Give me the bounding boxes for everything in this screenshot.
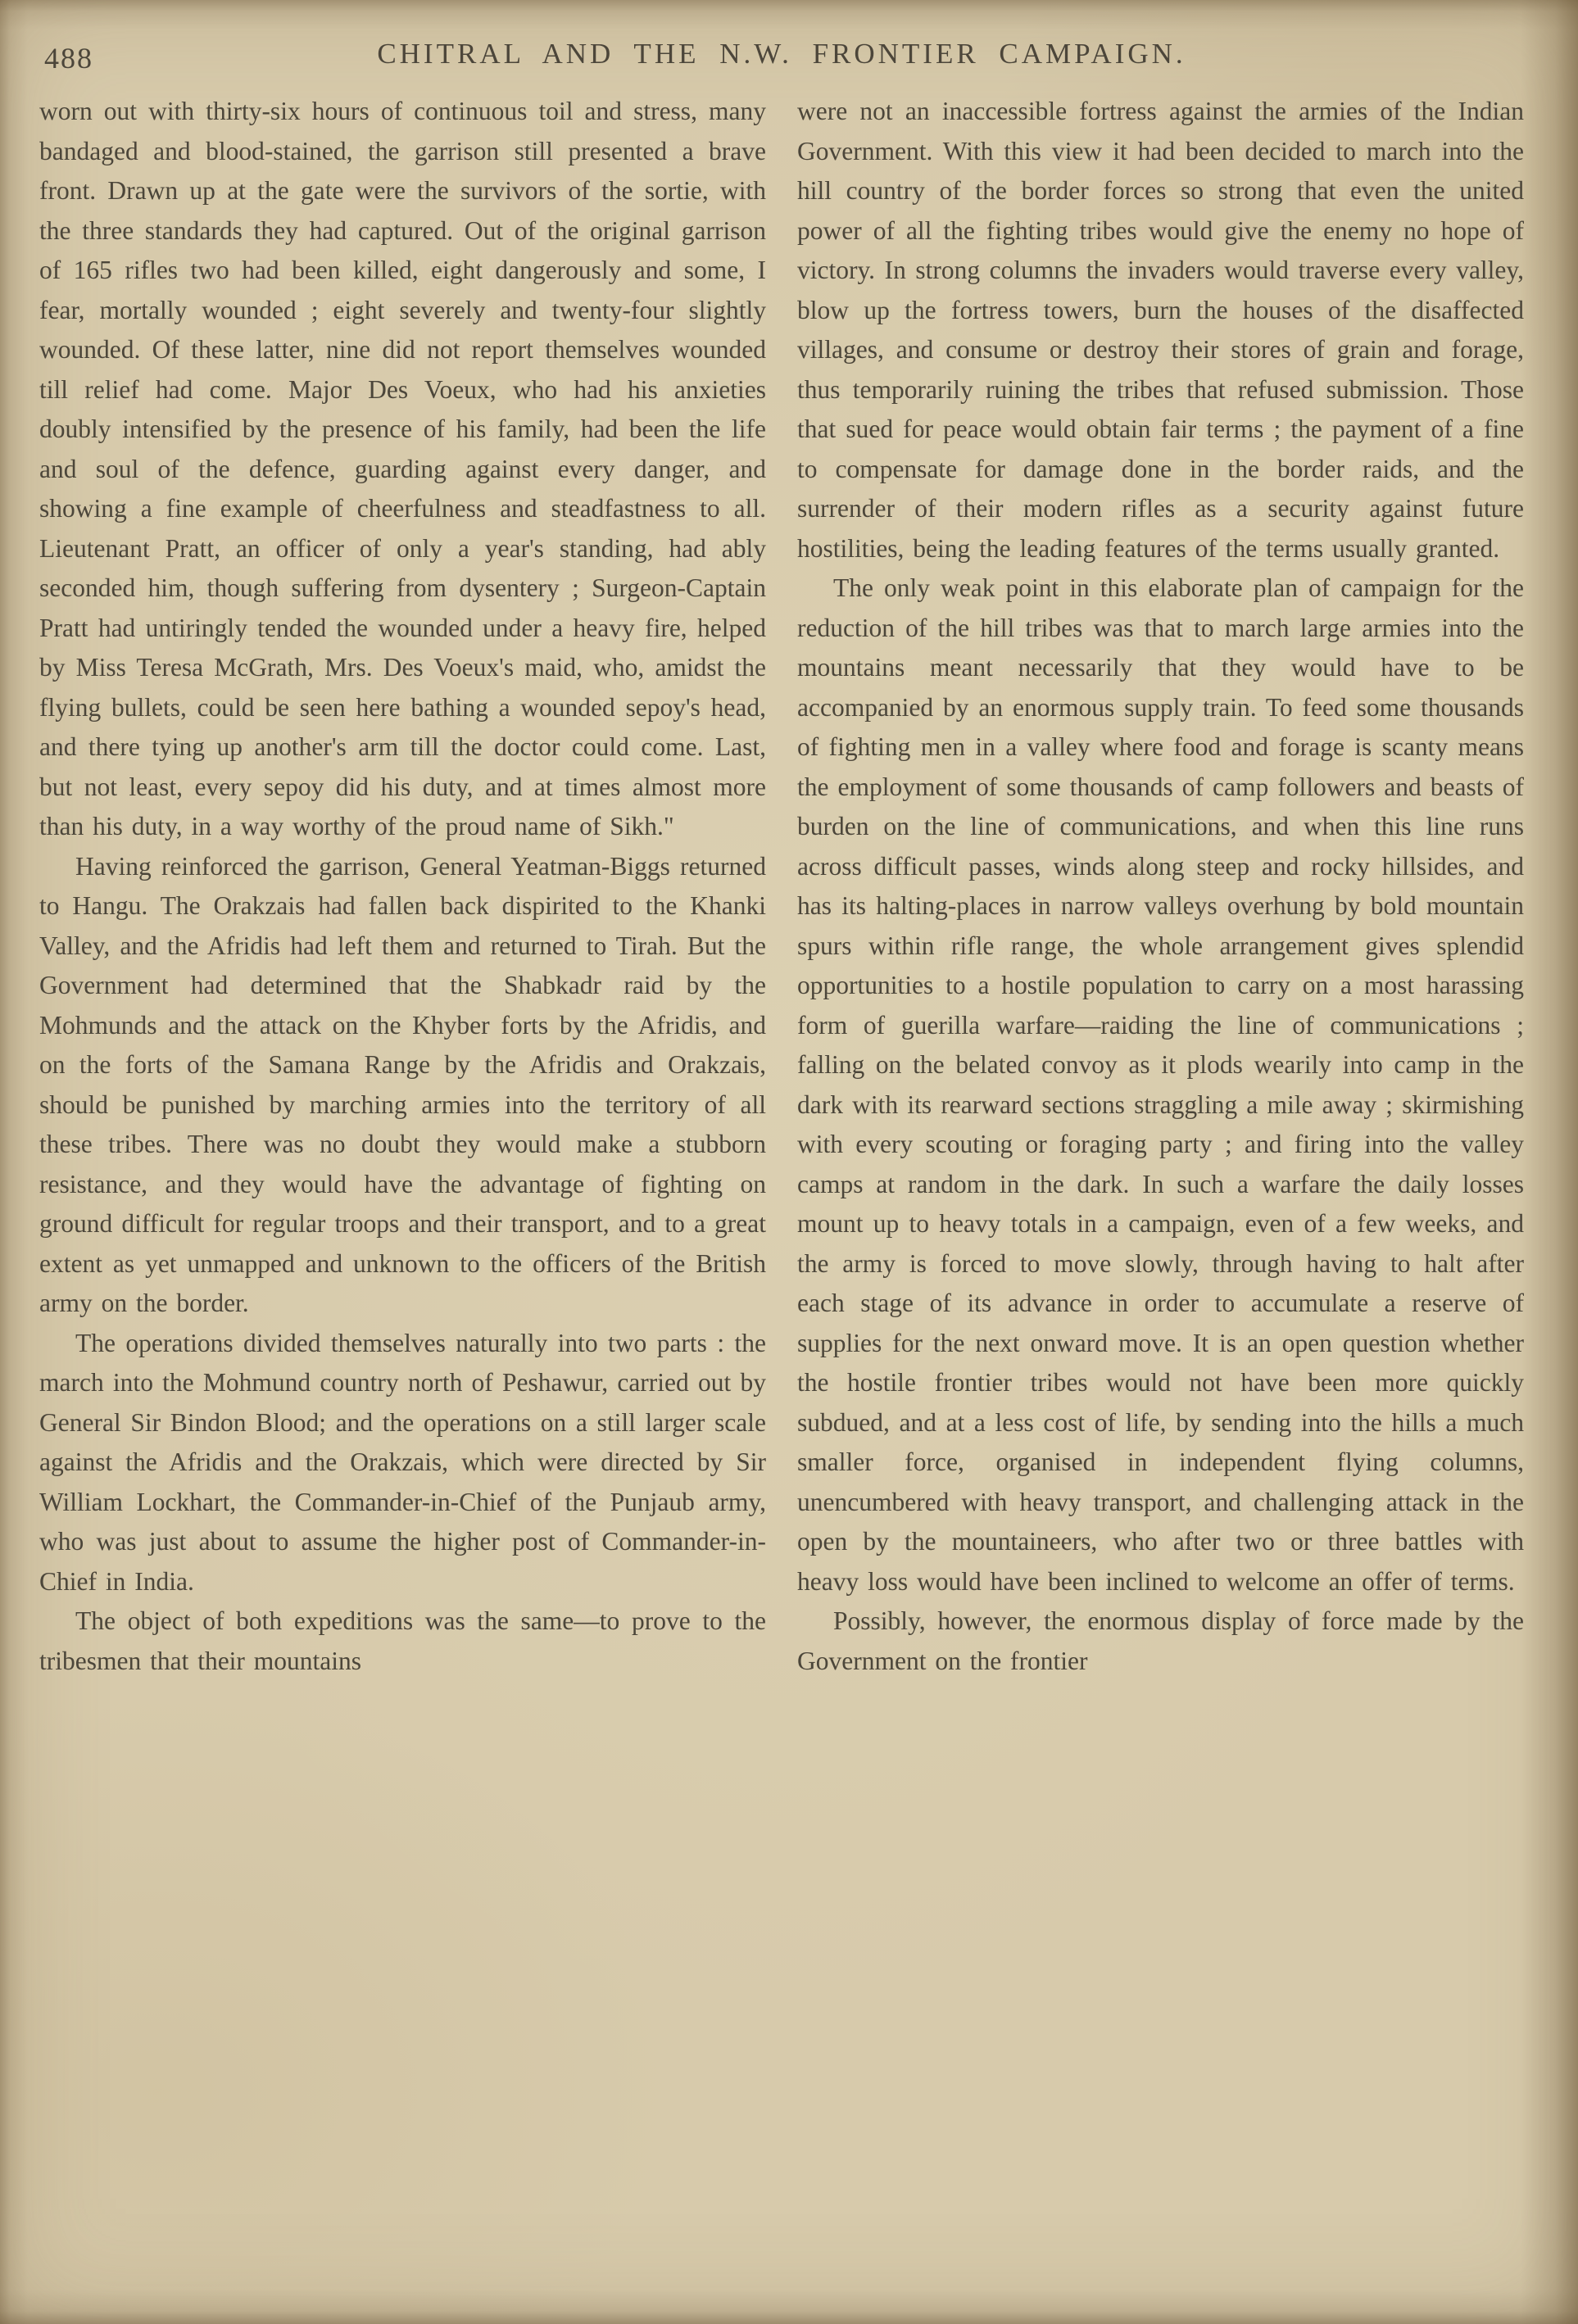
right-paragraph-continuation: were not an inaccessible fortress against the armies of the Indian Government. With this view it had been decided to march into the hill country of the border forces so strong that even the united power of all the fighting tribes would give the enemy no hope of victory. In strong columns the invaders would traverse every valley, blow up the fortress towers, burn the houses of the disaffected villages, and consume or destroy their stores of grain and forage, thus temporarily ruining the tribes that refused submission. Those that sued for peace would obtain fair terms ; the payment of a fine to compensate for damage done in the border raids, and the surrender of their modern rifles as a security against future hostilities, being the leading features of the terms usually granted. — [797, 97, 1524, 563]
left-paragraph-2: Having reinforced the garrison, General Yeatman-Biggs returned to Hangu. The Orakzais had fallen back dispirited to the Khanki Valley, and the Afridis had left them and returned to Tirah. But the Government had determined that the Shabkadr raid by the Mohmunds and the attack on the Khyber forts by the Afridis, and on the forts of the Samana Range by the Afridis and Orakzais, should be punished by marching armies into the territory of all these tribes. There was no doubt they would make a stubborn resistance, and they would have the advantage of fighting on ground difficult for regular troops and their transport, and to a great extent as yet unmapped and unknown to the officers of the British army on the border. — [39, 851, 766, 1317]
text-columns — [39, 92, 1524, 1681]
left-paragraph-4: The object of both expeditions was the same—to prove to the tribesmen that their mountains — [39, 1606, 766, 1675]
left-paragraph-continuation: worn out with thirty-six hours of continuous toil and stress, many bandaged and blood-stained, the garrison still presented a brave front. Drawn up at the gate were the survivors of the sortie, with the three standards they had captured. Out of the original garrison of 165 rifles two had been killed, eight dangerously and some, I fear, mortally wounded ; eight severely and twenty-four slightly wounded. Of these latter, nine did not report themselves wounded till relief had come. Major Des Voeux, who had his anxieties doubly intensified by the presence of his family, had been the life and soul of the defence, guarding against every danger, and showing a fine example of cheerfulness and steadfastness to all. Lieutenant Pratt, an officer of only a year's standing, had ably seconded him, though suffering from dysentery ; Surgeon-Captain Pratt had untiringly tended the wounded under a heavy fire, helped by Miss Teresa McGrath, Mrs. Des Voeux's maid, who, amidst the flying bullets, could be seen here bathing a wounded sepoy's head, and there tying up another's arm till the doctor could come. Last, but not least, every sepoy did his duty, and at times almost more than his duty, in a way worthy of the proud name of Sikh." — [39, 97, 766, 840]
right-paragraph-2: The only weak point in this elaborate plan of campaign for the reduction of the hill tribes was that to march large armies into the mountains meant necessarily that they would have to be accompanied by an enormous supply train. To feed some thousands of fighting men in a valley where food and forage is scanty means the employment of some thousands of camp followers and beasts of burden on the line of communications, and when this line runs across difficult passes, winds along steep and rocky hillsides, and has its halting-places in narrow valleys overhung by bold mountain spurs within rifle range, the whole arrangement gives splendid opportunities to a hostile population to carry on a most harassing form of guerilla warfare—raiding the line of communications ; falling on the belated convoy as it plods wearily into camp in the dark with its rearward sections straggling a mile away ; skirmishing with every scouting or foraging party ; and firing into the valley camps at random in the dark. In such a warfare the daily losses mount up to heavy totals in a campaign, even of a few weeks, and the army is forced to move slowly, through having to halt after each stage of its advance in order to accumulate a reserve of supplies for the next onward move. It is an open question whether the hostile frontier tribes would not have been more quickly subdued, and at a less cost of life, by sending into the hills a much smaller force, organised in independent flying columns, unencumbered with heavy transport, and challenging attack in the open by the mountaineers, who after two or three battles with heavy loss would have been inclined to welcome an offer of terms. — [797, 573, 1524, 1596]
page-header — [39, 38, 1524, 79]
left-column — [39, 92, 766, 1681]
left-paragraph-3: The operations divided themselves naturally into two parts : the march into the Mohmund country north of Peshawur, carried out by General Sir Bindon Blood; and the operations on a still larger scale against the Afridis and the Orakzais, which were directed by Sir William Lockhart, the Commander-in-Chief of the Punjaub army, who was just about to assume the higher post of Commander-in-Chief in India. — [39, 1328, 766, 1596]
page-title: CHITRAL AND THE N.W. FRONTIER CAMPAIGN. — [377, 38, 1186, 70]
right-column — [797, 92, 1524, 1681]
right-paragraph-3: Possibly, however, the enormous display of force made by the Government on the frontier — [797, 1606, 1524, 1675]
page-number: 488 — [44, 42, 93, 75]
